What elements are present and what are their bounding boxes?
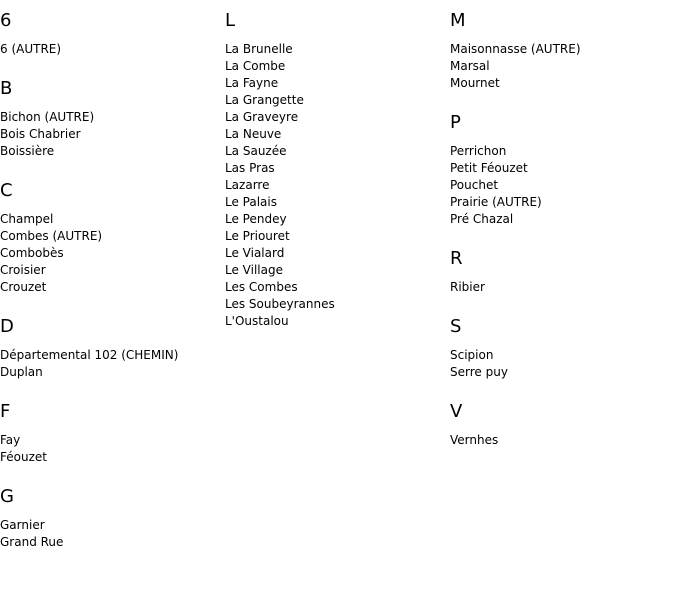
street-list — [0, 109, 225, 160]
street-name: Grand Rue — [0, 535, 64, 549]
street-name: Champel — [0, 212, 54, 226]
street-name: Crouzet — [0, 280, 47, 294]
street-name: Prairie (AUTRE) — [450, 195, 542, 209]
letter-heading: D — [0, 316, 14, 337]
street-name: La Neuve — [225, 127, 282, 141]
street-name: Pouchet — [450, 178, 499, 192]
street-name: Les Combes — [225, 280, 298, 294]
letter-heading: F — [0, 401, 11, 422]
letter-group — [450, 316, 675, 381]
street-name: Marsal — [450, 59, 490, 73]
letter-heading: 6 — [0, 10, 12, 31]
street-list — [450, 347, 675, 381]
street-name: Les Soubeyrannes — [225, 297, 335, 311]
street-name: Maisonnasse (AUTRE) — [450, 42, 581, 56]
street-name: Mournet — [450, 76, 500, 90]
street-name: Scipion — [450, 348, 494, 362]
street-name: Le Vialard — [225, 246, 285, 260]
street-name: Combobès — [0, 246, 64, 260]
letter-group — [450, 401, 675, 449]
street-name: Départemental 102 (CHEMIN) — [0, 348, 179, 362]
letter-heading: S — [450, 316, 462, 337]
street-name: Lazarre — [225, 178, 270, 192]
letter-heading: R — [450, 248, 463, 269]
letter-heading: L — [225, 10, 236, 31]
street-name: La Brunelle — [225, 42, 293, 56]
street-name: Duplan — [0, 365, 43, 379]
street-list — [450, 432, 675, 449]
street-name: L'Oustalou — [225, 314, 289, 328]
letter-group — [0, 78, 225, 160]
street-name: Las Pras — [225, 161, 275, 175]
letter-group — [450, 112, 675, 228]
street-name: Féouzet — [0, 450, 47, 464]
letter-group — [0, 180, 225, 296]
index-column — [0, 0, 225, 571]
street-name: Serre puy — [450, 365, 508, 379]
street-name: Boissière — [0, 144, 55, 158]
street-list — [450, 279, 675, 296]
street-name: Combes (AUTRE) — [0, 229, 103, 243]
letter-group — [0, 316, 225, 381]
index-column — [225, 0, 450, 350]
letter-heading: V — [450, 401, 463, 422]
street-name: 6 (AUTRE) — [0, 42, 62, 56]
street-name: Ribier — [450, 280, 485, 294]
street-list — [450, 143, 675, 228]
letter-heading: B — [0, 78, 13, 99]
street-name: Pré Chazal — [450, 212, 514, 226]
street-name: Garnier — [0, 518, 45, 532]
street-name: Bois Chabrier — [0, 127, 81, 141]
street-name: La Combe — [225, 59, 286, 73]
letter-group — [0, 486, 225, 551]
letter-heading: G — [0, 486, 14, 507]
letter-group — [225, 10, 450, 330]
street-name: Perrichon — [450, 144, 507, 158]
street-list — [0, 347, 225, 381]
street-list — [0, 432, 225, 466]
letter-heading: M — [450, 10, 466, 31]
street-name: Petit Féouzet — [450, 161, 528, 175]
street-name: La Graveyre — [225, 110, 299, 124]
letter-group — [0, 401, 225, 466]
street-name: La Grangette — [225, 93, 304, 107]
street-name: Croisier — [0, 263, 46, 277]
street-list — [0, 517, 225, 551]
street-list — [450, 41, 675, 92]
letter-heading: C — [0, 180, 13, 201]
index-column — [450, 0, 675, 469]
street-name: Le Palais — [225, 195, 277, 209]
street-name: Vernhes — [450, 433, 499, 447]
letter-heading: P — [450, 112, 461, 133]
street-list — [0, 211, 225, 296]
street-name: Le Village — [225, 263, 283, 277]
letter-group — [450, 10, 675, 92]
letter-group — [0, 10, 225, 58]
letter-group — [450, 248, 675, 296]
street-list — [225, 41, 450, 330]
street-name: Fay — [0, 433, 21, 447]
street-name: Le Priouret — [225, 229, 290, 243]
street-name: La Fayne — [225, 76, 279, 90]
street-name: La Sauzée — [225, 144, 287, 158]
street-name: Le Pendey — [225, 212, 287, 226]
street-name: Bichon (AUTRE) — [0, 110, 95, 124]
street-list — [0, 41, 225, 58]
